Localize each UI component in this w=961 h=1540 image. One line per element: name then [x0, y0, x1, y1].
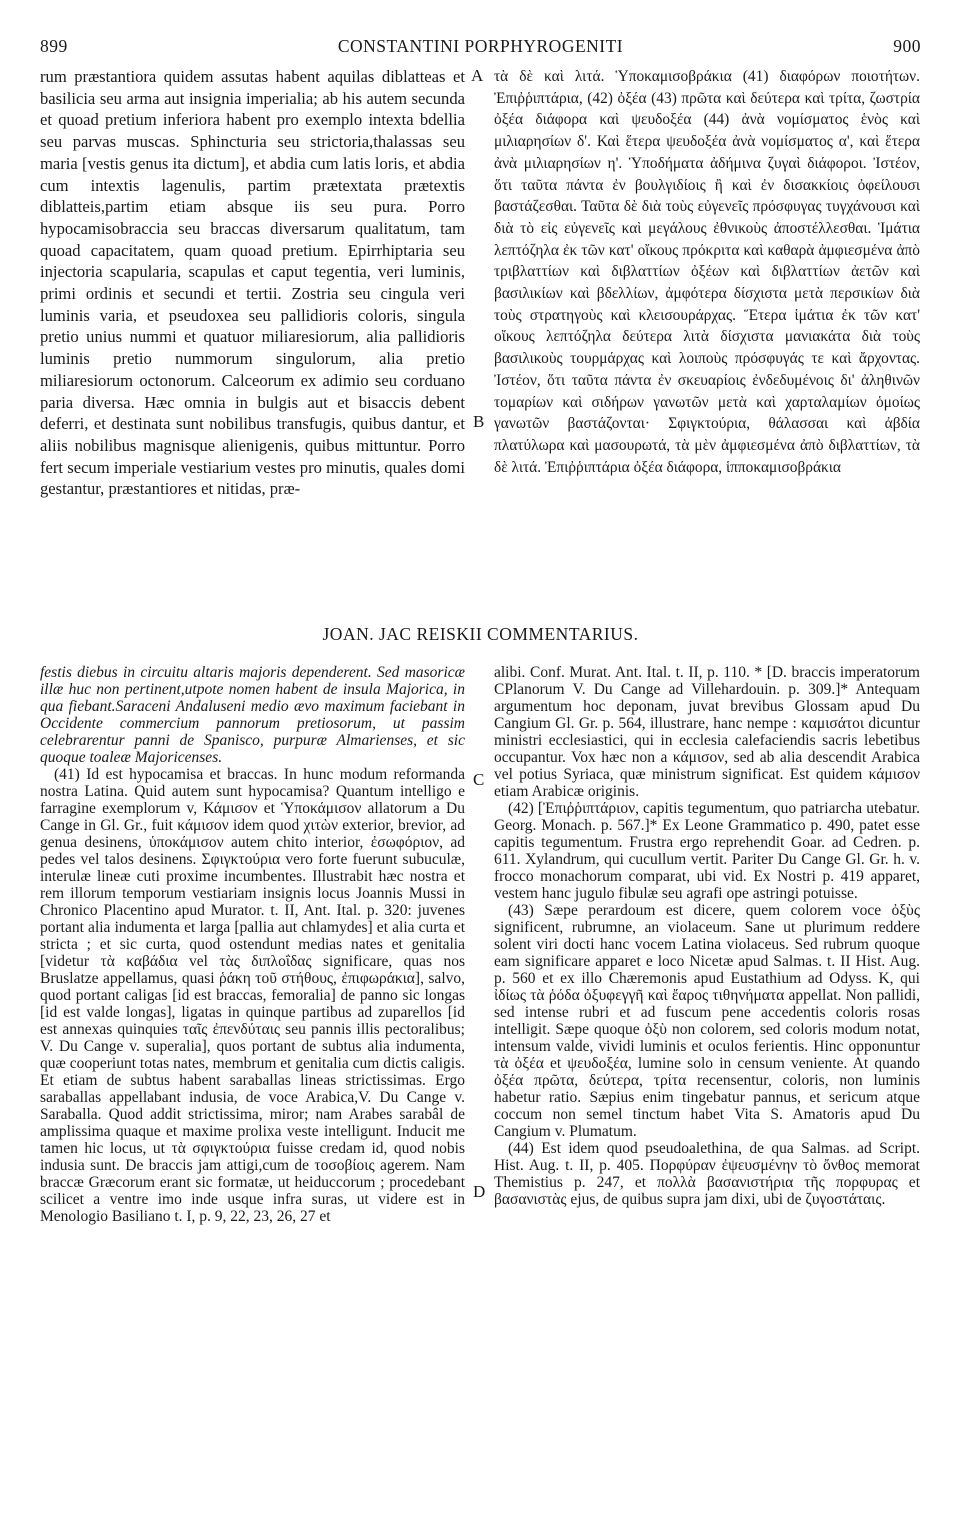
commentary-paragraph: alibi. Conf. Murat. Ant. Ital. t. II, p. 110. * [D. braccis imperatorum CPlanorum V. Du Cange ad Villehardouin. p. 309.]* Antequam argumentum hoc deponam, juvat brevibus Glossam apud Du Cangium Gl. Gr. p. 564, illustrare, hanc nempe : καμισάτοι dicuntur ministri ecclesiastici, qui in ecclesia calefaciendis sacris lebetibus occupantur. Vox hæc non a κάμισον, sed ab alia descendit Arabica vel potius Syriaca, quæ ministrum significat. Est quidem κάμισον etiam Arabicæ originis.: [494, 664, 920, 800]
commentary-heading: JOAN. JAC REISKII COMMENTARIUS.: [322, 624, 639, 644]
commentary-left-column: [40, 664, 465, 1225]
marginal-letter-a: A: [471, 66, 484, 85]
commentary-paragraph: (41) Id est hypocamisa et braccas. In hunc modum reformanda nostra Latina. Quid autem sunt hypocamisa? Quantum intelligo e farragine exemplorum v, Κάμισον et Ὑποκάμισον allatorum a Du Cange in Gl. Gr., fuit κάμισον idem quod χιτὼν exterior, brevior, ad genua desinens, ὑποκάμισον autem chito interior, ἐσωφόριον, ad pedes vel talos desinens. Σφιγκτούρια vero forte fuerunt subuculæ, interulæ lineæ cuti proxime incumbentes. Illustrabit hæc nostra et rem illorum temporum vestiariam insignis locus Joannis Mussi in Chronico Placentino apud Murator. t. II, Ant. Ital. p. 320: juvenes portant alia indumenta et larga [pallia aut chlamydes] et alia curta et stricta ; et sic curta, quod ostendunt medias nates et genitalia [videtur τὰ καβάδια vel τὰς διπλοΐδας significare, quas nos Bruslatze appellamus, quasi ῥάκη τοῦ στήθους, ἐπιφωράκια], salvo, quod portant caligas [id est braccas, femoralia] de panno sic longas [id est valde longas], ligatas in quinque partibus ad zuparellos [id est annexas quinquies ταῖς ἐπενδύταις seu pannis illis pectoralibus; V. Du Cange v. superalia], quos portant de subtus alia indumenta, quæ cooperiunt totas nates, membrum et genitalia cum dictis caligis. Et etiam de subtus habent saraballas lineas strictissimas. Ergo saraballas appellabant indusia, de voce Arabica,V. Du Cange v. Saraballa. Quod addit strictissima, miror; nam Arabes sarabâl de amplissima quaque et maxime prolixa veste intelligunt. Inducit me tamen hic locus, ut τὰ σφιγκτούρια fuisse credam id, quod nobis indusia sunt. De braccis jam attigi,cum de τοσοβίοις agerem. Nam braccæ Græcorum erant sic formatæ, ut heiduccorum ; procedebant scilicet a ventre imo inde usque infra suras, ut videre est in Menologio Basiliano t. I, p. 9, 22, 23, 26, 27 et: [40, 766, 465, 1225]
commentary-paragraph: (44) Est idem quod pseudoalethina, de qua Salmas. ad Script. Hist. Aug. t. II, p. 405. Πορφύραν ἐψευσμένην τὸ ὄνθος memorat Themistius p. 247, et πολλὰ βασανιστήρια τῆς πορφυρας et βασανιστὰς ejus, de quibus supra jam dixi, ubi de ζυγοστάταις.: [494, 1140, 920, 1208]
commentary-paragraph: (42) [Ἐπιῤῥιπτάριον, capitis tegumentum, quo patriarcha utebatur. Georg. Monach. p. 567.]* Ex Leone Grammatico p. 490, patet esse capitis tegumentum. Frustra ergo reprehendit Goar. ad Cedren. p. 611. Xylandrum, qui cucullum vertit. Pariter Du Cange Gl. Gr. h. v. frocco monachorum comparat, ubi vid. Ex Nostri p. 419 apparet, vestem hanc jugulo fibulæ seu agrafi ope astringi potuisse.: [494, 800, 920, 902]
marginal-letter-b: B: [473, 412, 485, 431]
greek-paragraph: τὰ δὲ καὶ λιτά. Ὑποκαμισοβράκια (41) διαφόρων ποιοτήτων. Ἐπιῤῥιπτάρια, (42) ὀξέα (43) πρῶτα καὶ δεύτερα καὶ τρίτα, ζωστρία ὀξέα διάφορα καὶ ψευδοξέα (44) ἀνὰ νομίσματος ἑνὸς καὶ μιλιαρησίων δ'. Καὶ ἕτερα ψευδοξέα ἀνὰ νομίσματος α', καὶ ἕτερα ἀνὰ μιλιαρησίων η'. Ὑποδήματα ἀδήμινα ζυγαὶ διάφοροι. Ἰστέον, ὅτι ταῦτα πάντα ἐν βουλγιδίοις ἢ καὶ ἐν δισακκίοις ὀφείλουσι βαστάζεσθαι. Ταῦτα δὲ διὰ τοὺς εὐγενεῖς πρόσφυγας τυγχάνουσι καὶ διὰ τὸ εἰς εὐγενεῖς καὶ μεγάλους ἐθνικοὺς ἀποστέλλεσθαι. Ἱμάτια λεπτόζηλα ἐκ τῶν κατ' οἴκους πρόκριτα καὶ καθαρὰ ἀμφιεσμένα ἀπὸ τριβλαττίων καὶ διβλαττίων ὀξέων καὶ διβλαττίων ἀετῶν καὶ βασιλικίων καὶ βδελλίων, ἀμφότερα δίσχιστα μετὰ περσικίων διὰ τοὺς στρατηγοὺς καὶ κλεισουράρχας. Ἕτερα ἱμάτια ἐκ τῶν κατ' οἴκους λεπτόζηλα δεύτερα λιτὰ δίσχιστα μανιακάτα διὰ τοὺς βασιλικοὺς τουρμάρχας καὶ λοιποὺς πρόσφυγάς τε καὶ ἄρχοντας. Ἰστέον, ὅτι ταῦτα πάντα ἐν σκευαρίοις ἐνδεδυμένοις δι' ἀληθινῶν τομαρίων καὶ σιδήρων γανωτῶν μετὰ καὶ χαρταλαμίων ὁμοίως γανωτῶν βαστάζονται· Σφιγκτούρια, θάλασσαι καὶ ἀβδία πλατύλωρα καὶ μασουρωτά, τὰ μὲν ἀμφιεσμένα ἀπὸ διβλαττίων, τὰ δὲ λιτά. Ἐπιῤῥιπτάρια ὀξέα διάφορα, ἱπποκαμισοβράκια: [494, 68, 920, 476]
commentary-paragraph: (43) Sæpe perardoum est dicere, quem colorem voce ὀξὺς significent, rubrumne, an violaceum. Sane ut plurimum reddere solent viri docti hanc vocem Latina violaceus. Sed rubrum quoque eam significare apparet e loco Nicetæ apud Salmas. t. II Hist. Aug. p. 560 et ex illo Chæremonis apud Eustathium ad Odyss. K, qui ἰδίως τὰ ῥόδα ὀξυφεγγῆ καὶ ἔαρος τιθηνήματα appellat. Non pallidi, sed intense rubri et ad fuscum pene accedentis coloris rosas intelligit. Sæpe quoque ὀξὺ non colorem, sed coloris modum notat, intensum valde, vividi luminis et oculos ferientis. Hinc opponuntur τὰ ὀξέα et ψευδοξέα, lumine solo in censum veniente. At quando ὀξέα πρῶτα, δεύτερα, τρίτα recensentur, coloris, non luminis habetur ratio. Sæpius enim tingebatur pannus, et sericum atque coccum non semel tinctum habet Vita S. Amatoris apud Du Cangium v. Plumatum.: [494, 902, 920, 1140]
commentary-right-column: [494, 664, 920, 1208]
page-number-left: 899: [40, 36, 68, 56]
latin-paragraph: rum præstantiora quidem assutas habent aquilas diblatteas et basilicia seu arma aut insignia imperialia; ab his autem secunda et quoad pretium inferiora habent pro exemplo intexta bdellia seu parvas muscas. Sphincturia seu strictoria,thalassas seu maria [vestis genus ita dictum], et abdia cum latis loris, et abdia cum intextis lagenulis, partim prætextata prætextis diblatteis,partim etiam absque iis seu pura. Porro hypocamisobraccia seu braccas diversarum qualitatum, tam quoad capacitatem, quam quoad pretium. Epirrhiptaria seu injectoria scapularia, scapulas et caput tegentia, veri luminis, primi ordinis et secundi et tertii. Zostria seu cingula veri luminis varia, et pseudoxea seu pallidioris coloris, singula pretio unius nummi et quatuor miliaresiorum, alia pallidioris luminis pretio nummorum singulorum, alia pretio miliaresiorum octonorum. Calceorum ex adimio seu corduano paria diversa. Hæc omnia in bulgis aut et bisaccis debent deferri, et destinata sunt nobilibus transfugis, quibus dantur, et aliis nobilibus magnisque alienigenis, quibus mittuntur. Porro fert secum imperiale vestiarium vestes pro minutis, quales domi gestantur, præstantiores et nitidas, præ-: [40, 67, 465, 499]
page-number-right: 900: [893, 36, 921, 56]
running-title: CONSTANTINI PORPHYROGENITI: [337, 36, 624, 56]
commentary-paragraph: festis diebus in circuitu altaris majoris dependerent. Sed masoricæ illæ huc non pertinent,utpote nomen habent de insula Majorica, in qua fiebant.Saraceni Andaluseni medio ævo maximum faciebant in Occidente commercium pannorum pretiosorum, ut passim celebrarentur panni de Spanisco, purpuræ Almarienses, et sic quoque toaleæ Majoricenses.: [40, 664, 465, 766]
marginal-letter-d: D: [473, 1182, 486, 1201]
latin-translation-column: [40, 66, 465, 500]
marginal-letter-c: C: [473, 770, 485, 789]
greek-text-column: [494, 66, 920, 478]
